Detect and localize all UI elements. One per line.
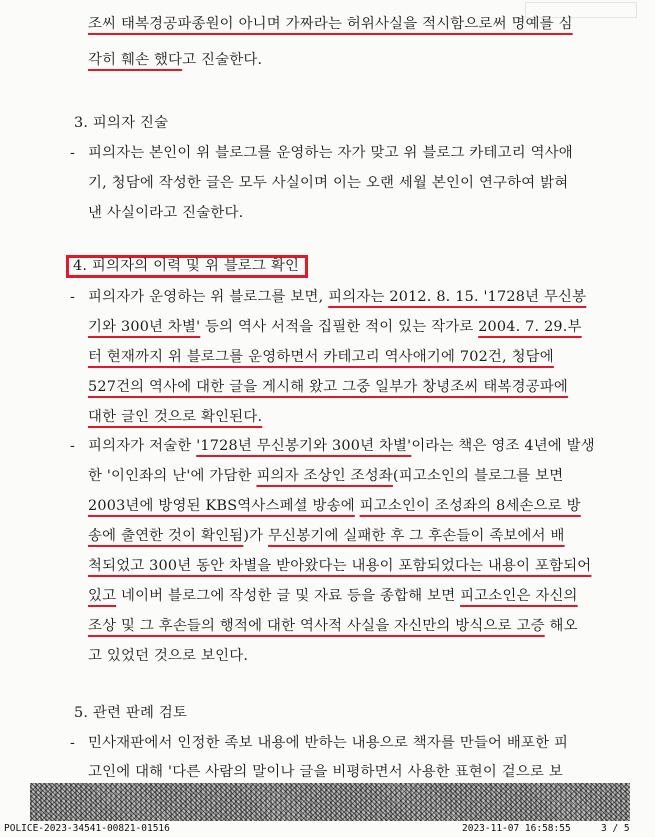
- underlined-text: 척되었고 300년 동안 차별을 받아왔다는 내용이 포함되었다는 내용이 포함되어: [88, 558, 592, 574]
- underlined-text: 조상 및 그 후손들의 행적에 대한 역사적 사실을 자신만의 방식으로 고증: [88, 618, 545, 634]
- underlined-text: 527건의 역사에 대한 글을 게시해 왔고 그중 일부가 창녕조씨 태복경공파에: [88, 379, 568, 395]
- dash-marker: -: [70, 438, 76, 454]
- text-line: [70, 436, 595, 456]
- paragraph-text: 피의자는 본인이 위 블로그를 운영하는 자가 맞고 위 블로그 카테고리 역사애: [88, 145, 573, 161]
- underlined-text: 피의자는 2012. 8. 15. '1728년 무신봉: [328, 289, 587, 305]
- plain-text: )가: [243, 528, 269, 544]
- paragraph-text: 민사재판에서 인정한 족보 내용에 반하는 내용으로 책자를 만들어 배포한 피: [88, 735, 569, 751]
- redacted-noise-band: [30, 783, 630, 821]
- paragraph-text: 기, 청담에 작성한 글은 모두 사실이며 이는 오랜 세월 본인이 연구하여 밝혀: [88, 175, 569, 191]
- dash-marker: -: [70, 145, 76, 161]
- text-line: [88, 317, 582, 337]
- footer-doc-id: POLICE-2023-34541-00821-01516: [4, 823, 170, 834]
- paragraph-text: 고 있었던 것으로 보인다.: [88, 648, 249, 664]
- underlined-text: 2003년에 방영된 KBS역사스페셜 방송에: [88, 498, 355, 514]
- plain-text: (피고소인의 블로그를 보면: [392, 468, 564, 484]
- underlined-text: 대한 글인 것으로 확인된다.: [88, 409, 263, 425]
- underlined-text: 피고소인이 조성좌의 8세손으로 방: [359, 498, 581, 514]
- underlined-text: 피고소인은 자신의: [460, 588, 578, 604]
- text-line: [88, 14, 573, 34]
- text-line: [70, 733, 568, 753]
- text-line: [88, 466, 563, 486]
- underlined-text: 무신봉기에 실패한 후 그 후손들이 족보에서 배: [268, 528, 565, 544]
- plain-text: 등의 역사 서적을 집필한 적이 있는 작가로: [200, 319, 479, 335]
- underlined-text: 피의자 조상인 조성좌: [256, 468, 393, 484]
- plain-text: 이라는 책은 영조 4년에 발생: [411, 438, 595, 454]
- text-line: [88, 526, 565, 546]
- text-line: [88, 496, 581, 516]
- underlined-text: 조씨 태복경공파종원이 아니며 가짜라는 허위사실을 적시함으로써 명예를 심: [88, 16, 573, 32]
- text-line: [88, 616, 578, 636]
- underlined-text: 기와 300년 차별': [88, 319, 201, 335]
- section-heading-4: [74, 256, 308, 276]
- section-heading-5: 5. 관련 판례 검토: [74, 705, 188, 721]
- plain-text: 해오: [544, 618, 578, 634]
- plain-text: 피의자가 저술한: [88, 438, 197, 454]
- text-line: [70, 287, 586, 307]
- text-line: [88, 50, 262, 70]
- text-line: [70, 143, 573, 163]
- plain-text: 피의자가 운영하는 위 블로그를 보면,: [88, 289, 329, 305]
- underlined-text: 각히 훼손 했다: [88, 52, 183, 68]
- footer-timestamp: 2023-11-07 16:58:55: [462, 823, 571, 834]
- text-line: [88, 586, 578, 606]
- paragraph-text: 고인에 대해 '다른 사람의 말이나 글을 비평하면서 사용한 표현이 겉으로 보: [88, 764, 563, 780]
- underlined-text: 터 현재까지 위 블로그를 운영하면서 카테고리 역사애기에 702건, 청담에: [88, 349, 554, 365]
- underlined-text: 송에 출연한 것이 확인됨: [88, 528, 244, 544]
- plain-text: 네이버 블로그에 작성한 글 및 자료 등을 종합해 보면: [116, 588, 461, 604]
- footer-page-number: 3 / 5: [601, 823, 630, 834]
- underlined-text: 있고: [88, 588, 117, 604]
- plain-text: 고 진술한다.: [182, 52, 263, 68]
- dash-marker: -: [70, 735, 76, 751]
- underlined-text: '1728년 무신봉기와 300년 차별': [196, 438, 412, 454]
- underlined-text: 2004. 7. 29.부: [478, 319, 582, 335]
- dash-marker: -: [70, 289, 76, 305]
- highlight-box: 4. 피의자의 이력 및 위 블로그 확인: [66, 255, 308, 278]
- section-heading-3: 3. 피의자 진술: [74, 115, 169, 131]
- plain-text: 한 '이인좌의 난'에 가담한: [88, 468, 257, 484]
- paragraph-text: 낸 사실이라고 진술한다.: [88, 205, 244, 221]
